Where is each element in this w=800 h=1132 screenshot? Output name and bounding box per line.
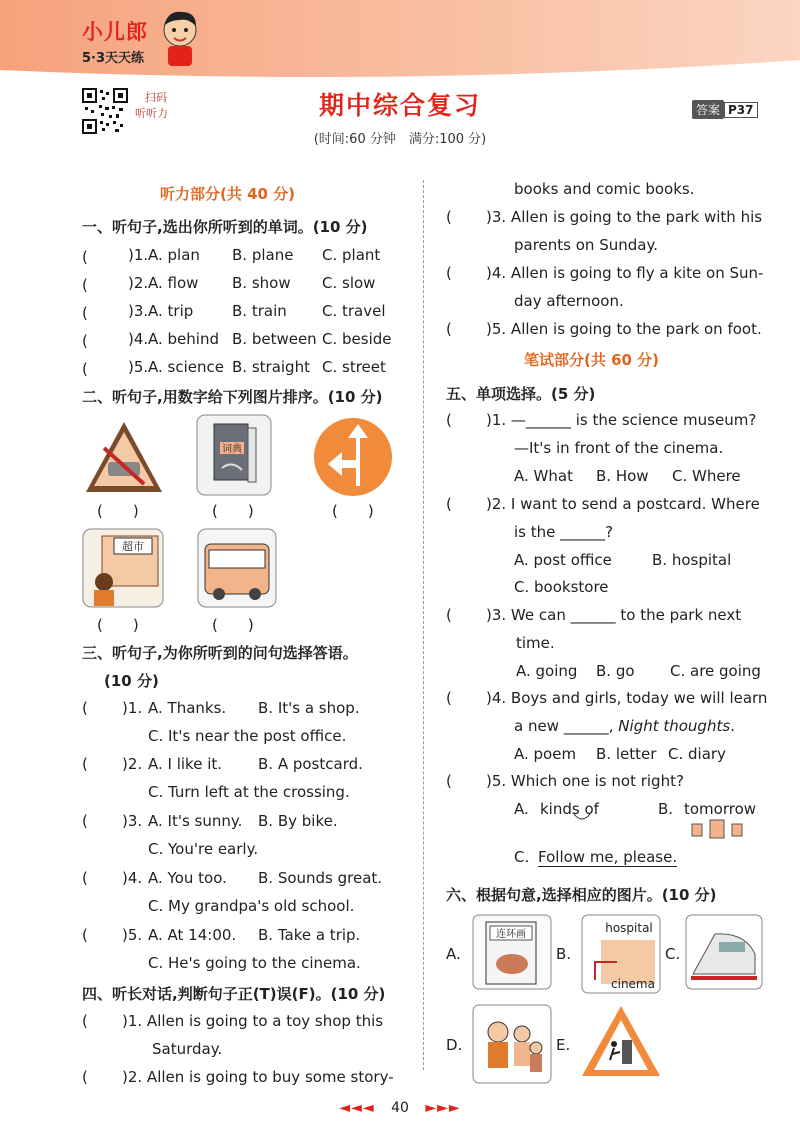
prev-arrows-icon[interactable]: ◄◄◄: [339, 1100, 375, 1116]
option-a: A. trip: [148, 302, 194, 320]
statement-cont: Saturday.: [152, 1040, 223, 1058]
option-a: A. Thanks.: [148, 699, 227, 717]
option-b: B. A postcard.: [258, 755, 363, 773]
hospital-label: hospital: [605, 921, 653, 935]
question-cont: a new ______,: [514, 717, 619, 735]
paren[interactable]: (: [82, 332, 118, 350]
cinema-label: cinema: [611, 977, 655, 991]
q6-label-c: C.: [665, 945, 681, 963]
paren[interactable]: (: [446, 772, 452, 790]
option-c: C. It's near the post office.: [148, 727, 347, 745]
num: )2.: [122, 755, 143, 773]
option-a: A. behind: [148, 330, 219, 348]
num: )4.: [128, 330, 149, 348]
paren[interactable]: (: [446, 606, 452, 624]
option-a: A. going: [516, 662, 578, 680]
paren[interactable]: (: [82, 699, 88, 717]
option-b-text: tomorrow: [684, 800, 757, 818]
num: )3.: [128, 302, 149, 320]
q2-heading: 二、听句子,用数字给下列图片排序。(10 分): [82, 388, 383, 406]
statement: )5. Allen is going to the park on foot.: [486, 320, 762, 338]
q4-heading: 四、听长对话,判断句子正(T)误(F)。(10 分): [82, 985, 386, 1003]
q6-heading: 六、根据句意,选择相应的图片。(10 分): [446, 886, 717, 904]
option-c: C. Turn left at the crossing.: [148, 783, 350, 801]
option-b-label: B.: [658, 800, 674, 818]
statement: )2. Allen is going to buy some story-: [122, 1068, 394, 1086]
listening-heading: 听力部分(共 40 分): [160, 185, 296, 203]
q2-blank-5[interactable]: ( ): [212, 616, 254, 634]
statement: )3. Allen is going to the park with his: [486, 208, 763, 226]
question-cont: time.: [516, 634, 555, 652]
statement-cont: day afternoon.: [514, 292, 624, 310]
num: )2.: [128, 274, 149, 292]
option-c: C. beside: [322, 330, 392, 348]
column-divider: [423, 180, 424, 1070]
brand-series: 5·3天天练: [82, 51, 145, 66]
option-b: B. straight: [232, 358, 310, 376]
q5-heading: 五、单项选择。(5 分): [446, 385, 596, 403]
paren[interactable]: (: [82, 1068, 88, 1086]
option-c: C. slow: [322, 274, 376, 292]
question: )5. Which one is not right?: [486, 772, 684, 790]
paren[interactable]: (: [82, 360, 118, 378]
q2-blank-2[interactable]: ( ): [212, 502, 254, 520]
q2-blank-1[interactable]: ( ): [97, 502, 139, 520]
option-c: C. bookstore: [514, 578, 609, 596]
option-c-label: C.: [514, 848, 530, 866]
option-c-text: Follow me, please.: [538, 848, 678, 866]
q6-label-d: D.: [446, 1036, 463, 1054]
option-a: A. plan: [148, 246, 200, 264]
option-a: A. flow: [148, 274, 199, 292]
num: )3.: [122, 812, 143, 830]
syllable-marks-icon: [560, 812, 760, 842]
dictionary-icon: [196, 414, 272, 496]
statement-cont: parents on Sunday.: [514, 236, 658, 254]
option-c: C. diary: [668, 745, 726, 763]
option-a: A. It's sunny.: [148, 812, 243, 830]
page-footer: [0, 1100, 800, 1116]
supermarket-icon: [82, 528, 164, 608]
option-c: C. are going: [670, 662, 761, 680]
question-end: .: [730, 717, 735, 735]
paren[interactable]: (: [82, 276, 118, 294]
option-c: C. You're early.: [148, 840, 259, 858]
paren[interactable]: (: [446, 411, 452, 429]
option-a: A. I like it.: [148, 755, 223, 773]
answer-page: P37: [724, 102, 758, 118]
statement: )1. Allen is going to a toy shop this: [122, 1012, 384, 1030]
num: )1.: [122, 699, 143, 717]
option-b: B. go: [596, 662, 635, 680]
option-b: B. train: [232, 302, 287, 320]
market-label: 超市: [122, 540, 144, 553]
option-c: C. plant: [322, 246, 381, 264]
paren[interactable]: (: [446, 264, 452, 282]
paren[interactable]: (: [82, 304, 118, 322]
page-number: 40: [391, 1100, 409, 1116]
option-c: C. Where: [672, 467, 741, 485]
q1-heading: 一、听句子,选出你所听到的单词。(10 分): [82, 218, 368, 236]
q2-blank-3[interactable]: ( ): [332, 502, 374, 520]
option-c: C. He's going to the cinema.: [148, 954, 361, 972]
scan-label-1: 扫码: [145, 91, 167, 104]
question: )2. I want to send a postcard. Where: [486, 495, 760, 513]
paren[interactable]: (: [82, 869, 88, 887]
option-b: B. plane: [232, 246, 294, 264]
option-a: A. What: [514, 467, 573, 485]
question-cont: is the ______?: [514, 523, 614, 541]
statement: )4. Allen is going to fly a kite on Sun-: [486, 264, 764, 282]
option-b: B. Take a trip.: [258, 926, 361, 944]
comic-book-icon: [472, 914, 552, 990]
poem-title: Night thoughts: [618, 717, 731, 735]
paren[interactable]: (: [446, 320, 452, 338]
train-icon: [685, 914, 763, 990]
option-b: B. How: [596, 467, 649, 485]
answer-tag: 答案: [692, 100, 724, 119]
page-subtitle: (时间:60 分钟 满分:100 分): [313, 132, 487, 147]
question: )3. We can ______ to the park next: [486, 606, 742, 624]
q6-label-b: B.: [556, 945, 572, 963]
paren[interactable]: (: [82, 926, 88, 944]
written-heading: 笔试部分(共 60 分): [524, 351, 660, 369]
mascot-icon: [158, 8, 202, 68]
people-icon: [472, 1004, 552, 1084]
option-b: B. Sounds great.: [258, 869, 383, 887]
brand-name: 小儿郎: [82, 20, 148, 44]
next-arrows-icon[interactable]: ►►►: [425, 1100, 461, 1116]
scan-label-2: 听听力: [135, 107, 168, 120]
option-a: A. At 14:00.: [148, 926, 237, 944]
warning-sign-icon: [82, 418, 166, 496]
option-b: B. By bike.: [258, 812, 338, 830]
brand-logo: [82, 16, 148, 66]
option-a: A. You too.: [148, 869, 227, 887]
num: )4.: [122, 869, 143, 887]
direction-sign-icon: [312, 416, 394, 498]
option-b: B. hospital: [652, 551, 732, 569]
paren[interactable]: (: [82, 812, 88, 830]
comic-label: 连环画: [496, 929, 526, 940]
paren[interactable]: (: [82, 1012, 88, 1030]
paren[interactable]: (: [82, 755, 88, 773]
option-b: B. between: [232, 330, 317, 348]
option-c: C. travel: [322, 302, 386, 320]
option-a-label: A.: [514, 800, 529, 818]
paren[interactable]: (: [82, 248, 118, 266]
q6-label-a: A.: [446, 945, 461, 963]
paren[interactable]: (: [446, 495, 452, 513]
bus-icon: [197, 528, 277, 608]
num: )1.: [128, 246, 149, 264]
option-c: C. My grandpa's old school.: [148, 897, 355, 915]
option-a: A. science: [148, 358, 224, 376]
q3-score: (10 分): [104, 672, 159, 690]
question-cont: —It's in front of the cinema.: [514, 439, 724, 457]
option-c: C. street: [322, 358, 386, 376]
exit-sign-icon: [578, 1002, 664, 1080]
num: )5.: [122, 926, 143, 944]
q2-blank-4[interactable]: ( ): [97, 616, 139, 634]
book-label: 词典: [222, 444, 242, 455]
page-title: 期中综合复习: [318, 91, 481, 120]
option-a: A. poem: [514, 745, 577, 763]
q3-heading: 三、听句子,为你所听到的问句选择答语。: [82, 644, 358, 662]
num: )5.: [128, 358, 149, 376]
option-b: B. It's a shop.: [258, 699, 360, 717]
statement-cont: books and comic books.: [514, 180, 695, 198]
answer-badge[interactable]: [692, 100, 758, 119]
option-b: B. letter: [596, 745, 657, 763]
paren[interactable]: (: [446, 208, 452, 226]
option-a-text: kinds of: [540, 800, 599, 818]
map-icon: [581, 914, 661, 994]
option-a: A. post office: [514, 551, 612, 569]
question: )4. Boys and girls, today we will learn: [486, 689, 768, 707]
option-b: B. show: [232, 274, 291, 292]
question: )1. —______ is the science museum?: [486, 411, 757, 429]
q6-label-e: E.: [556, 1036, 571, 1054]
paren[interactable]: (: [446, 689, 452, 707]
